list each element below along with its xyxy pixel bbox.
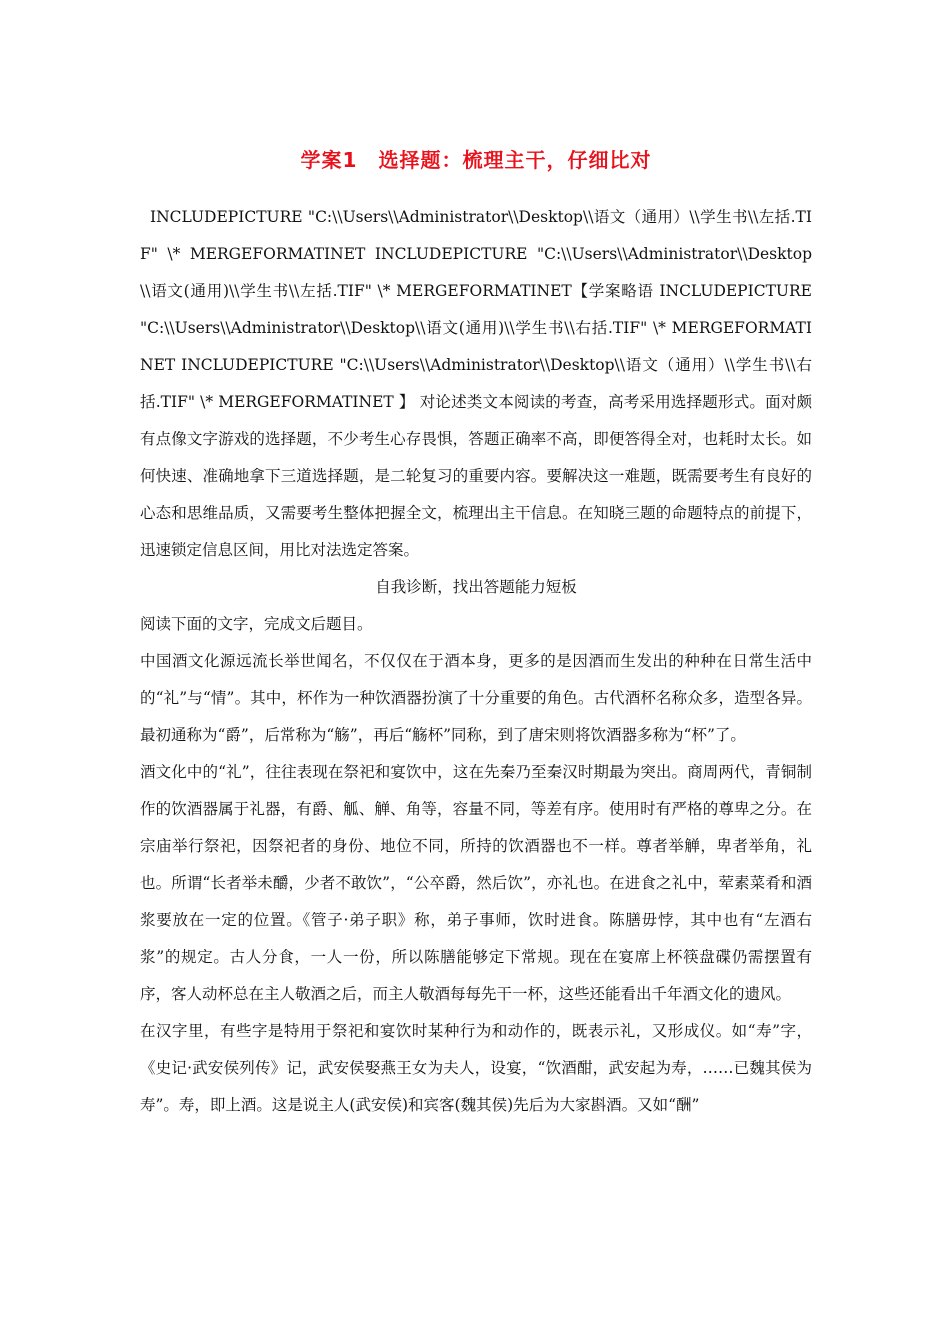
- body-paragraph: 在汉字里，有些字是特用于祭祀和宴饮时某种行为和动作的，既表示礼，又形成仪。如“寿”字，《史记·武安侯列传》记，武安侯娶燕王女为夫人，设宴，“饮酒酣，武安起为寿，……已魏其侯为寿”。寿，即上酒。这是说主人(武安侯)和宾客(魏其侯)先后为大家斟酒。又如“酬”: [140, 1022, 812, 1114]
- body-paragraph: 酒文化中的“礼”，往往表现在祭祀和宴饮中，这在先秦乃至秦汉时期最为突出。商周两代，青铜制作的饮酒器属于礼器，有爵、觚、觯、角等，容量不同，等差有序。使用时有严格的尊卑之分。在宗庙举行祭祀，因祭祀者的身份、地位不同，所持的饮酒器也不一样。尊者举觯，卑者举角，礼也。所谓“长者举未釂，少者不敢饮”，“公卒爵，然后饮”，亦礼也。在进食之礼中，荤素菜肴和酒浆要放在一定的位置。《管子·弟子职》称，弟子事师，饮时进食。陈膳毋悖，其中也有“左酒右浆”的规定。古人分食，一人一份，所以陈膳能够定下常规。现在在宴席上杯筷盘碟仍需摆置有序，客人动杯总在主人敬酒之后，而主人敬酒每每先干一杯，这些还能看出千年酒文化的遗风。: [140, 763, 812, 1003]
- instruction-text: 阅读下面的文字，完成文后题目。: [140, 615, 373, 633]
- section-heading: 自我诊断，找出答题能力短板: [375, 578, 577, 596]
- body-paragraph: 中国酒文化源远流长举世闻名，不仅仅在于酒本身，更多的是因酒而生发出的种种在日常生活中的“礼”与“情”。其中，杯作为一种饮酒器扮演了十分重要的角色。古代酒杯名称众多，造型各异。最初通称为“爵”，后常称为“觞”，再后“觞杯”同称，到了唐宋则将饮酒器多称为“杯”了。: [140, 652, 812, 744]
- document-title: 学案1 选择题：梳理主干，仔细比对: [300, 148, 652, 172]
- document-page: [140, 140, 812, 1124]
- intro-paragraph: INCLUDEPICTURE "C:\\Users\\Administrator\\Desktop\\语文（通用）\\学生书\\左括.TIF" \* MERGEFORMATINET INCLUDEPICTURE "C:\\Users\\Administrator\\Desktop\\语文(通用)\\学生书\\左括.TIF" \* MERGEFORMATINET【学案略语 INCLUDEPICTURE "C:\\Users\\Administrator\\Desktop\\语文(通用)\\学生书\\右括.TIF" \* MERGEFORMATINET INCLUDEPICTURE "C:\\Users\\Administrator\\Desktop\\语文（通用）\\学生书\\右括.TIF" \* MERGEFORMATINET 】 对论述类文本阅读的考查，高考采用选择题形式。面对颇有点像文字游戏的选择题，不少考生心存畏惧，答题正确率不高，即便答得全对，也耗时太长。如何快速、准确地拿下三道选择题，是二轮复习的重要内容。要解决这一难题，既需要考生有良好的心态和思维品质，又需要考生整体把握全文，梳理出主干信息。在知晓三题的命题特点的前提下，迅速锁定信息区间，用比对法选定答案。: [140, 208, 812, 559]
